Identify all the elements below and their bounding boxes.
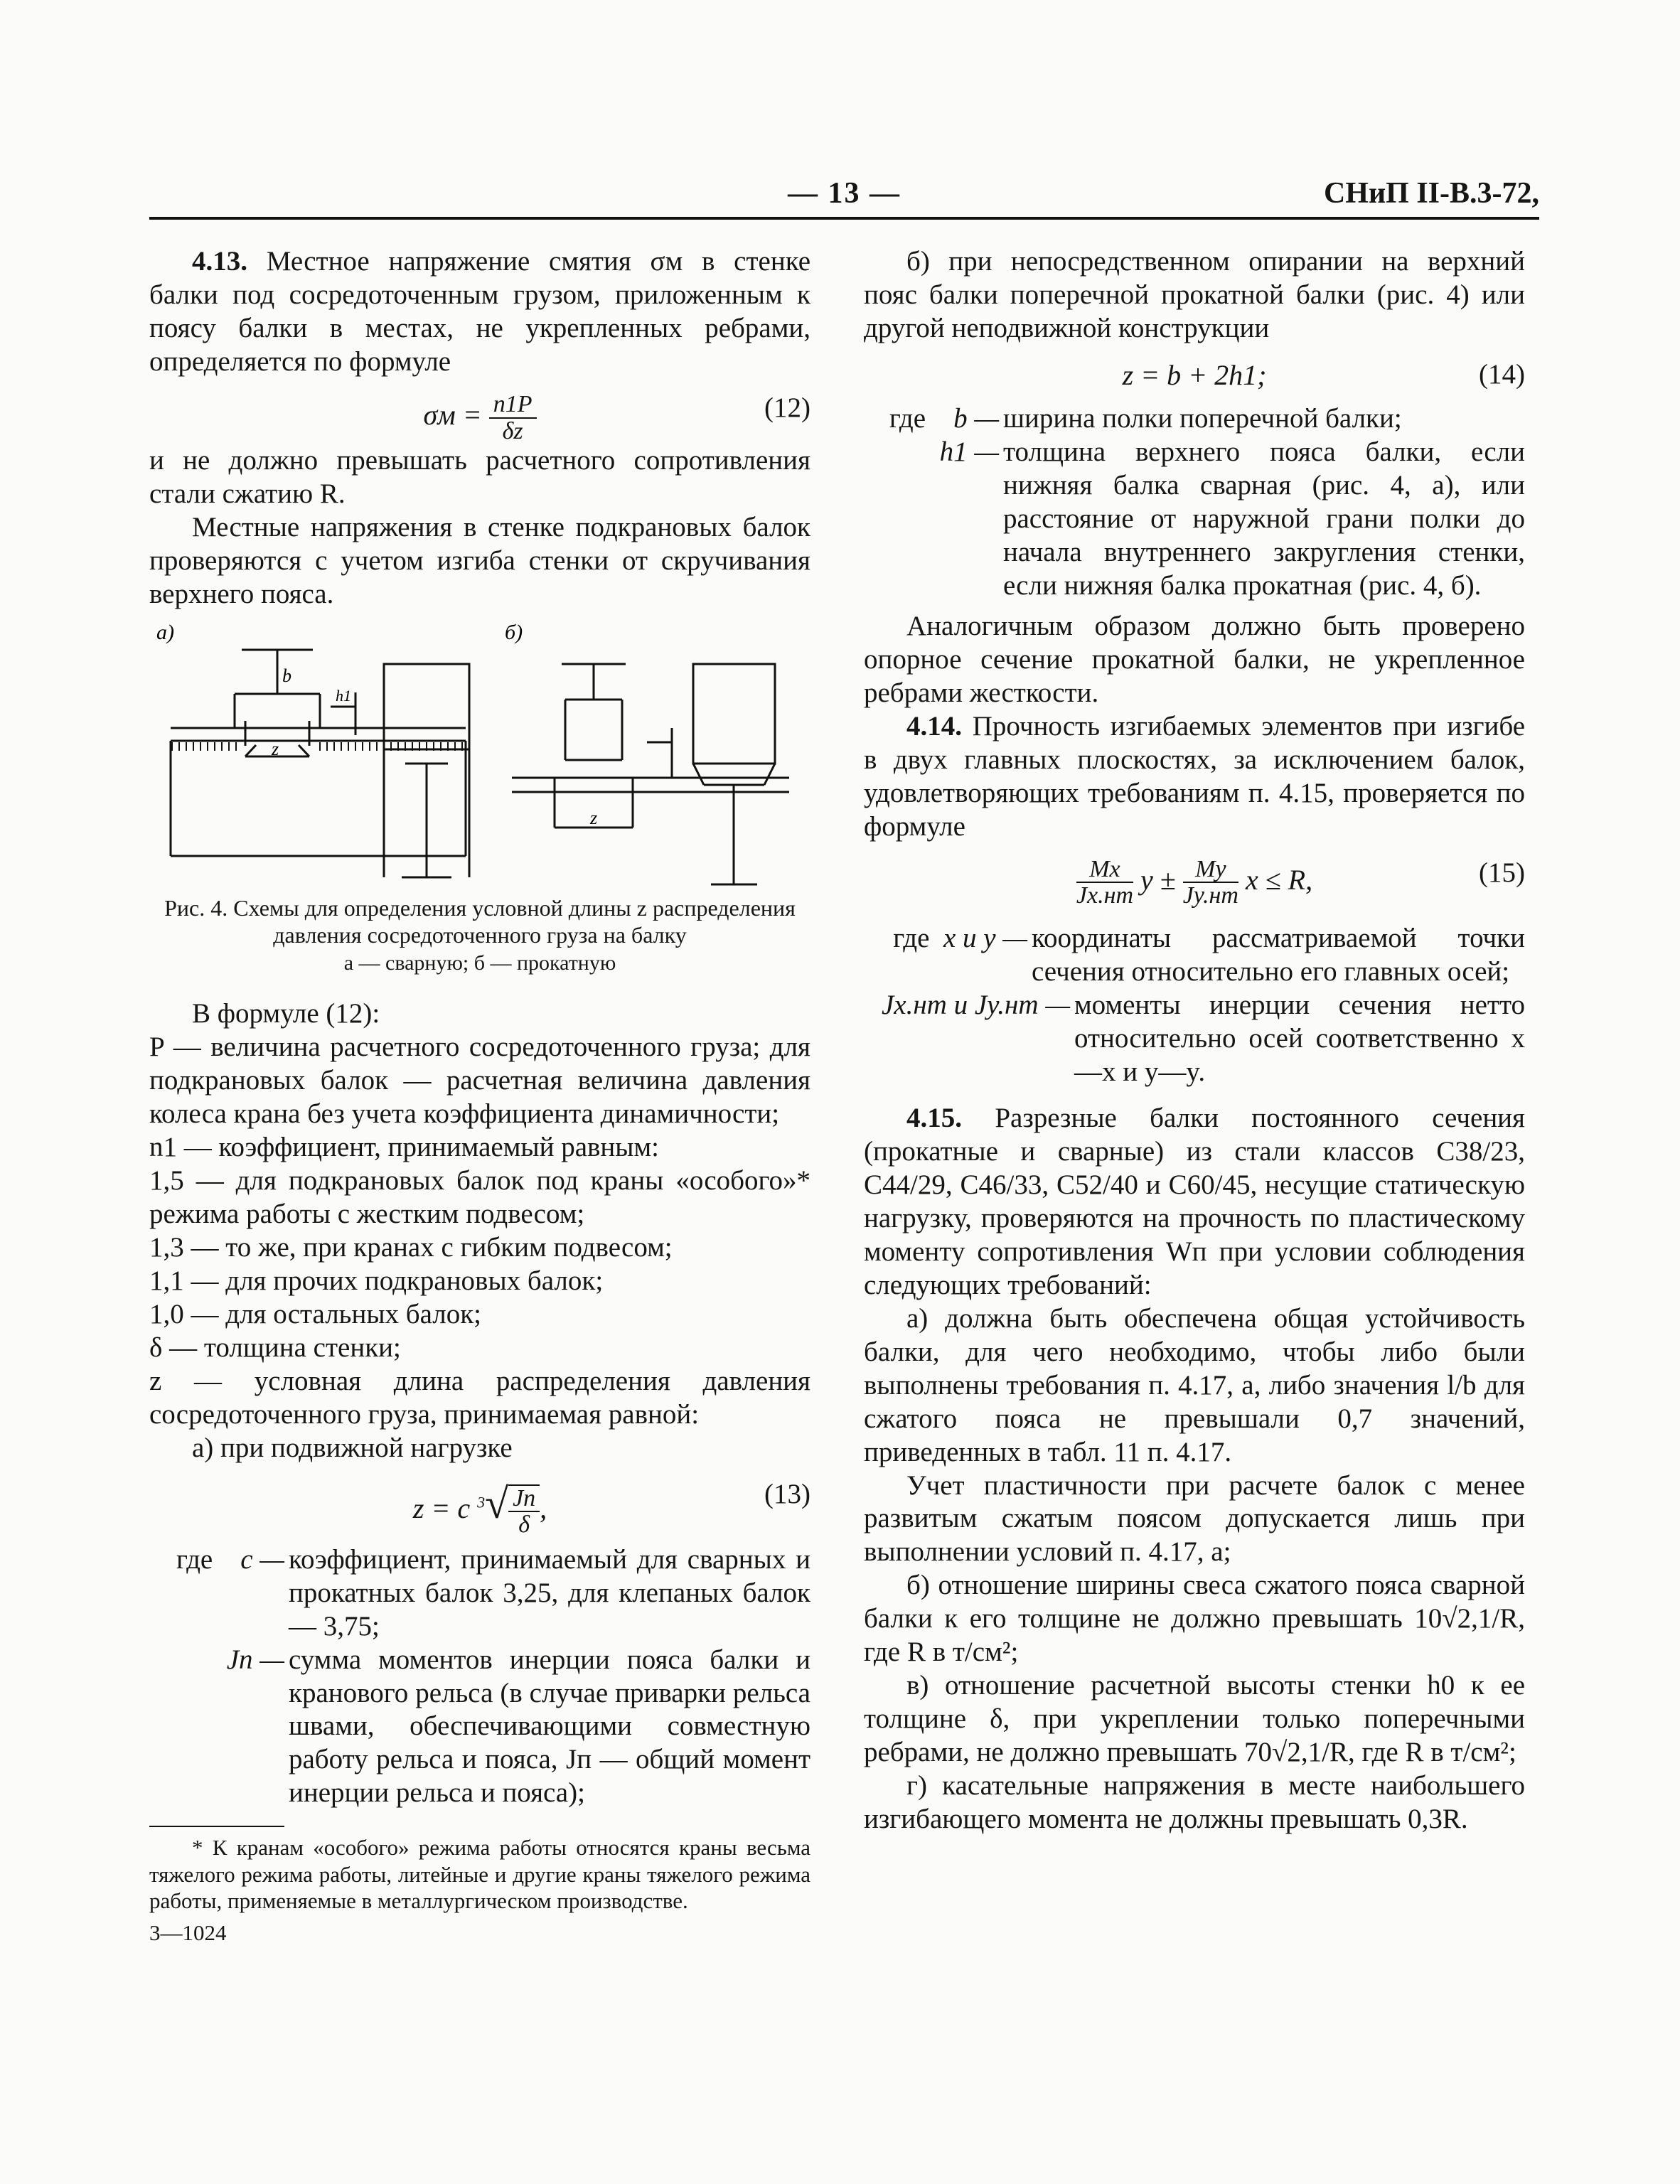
- flange-thickness-label: h1: [336, 686, 351, 705]
- formula-15-definitions: [864, 922, 1525, 1089]
- item-a: а) при подвижной нагрузке: [192, 1432, 513, 1463]
- right-column: [864, 245, 1525, 1836]
- definition-Jp: Jп — сумма моментов инерции пояса балки и кранового рельса (в случае приварки рельса швами, обеспечивающими совместную работу рельса и пояса, Jп — общий момент инерции рельса и пояса);: [226, 1644, 810, 1809]
- definition-b: где b — ширина полки поперечной балки;: [889, 402, 1402, 434]
- bearing-length-label-b: z: [590, 807, 598, 828]
- formula-number: (12): [764, 392, 810, 423]
- definition-n1: n1 — коэффициент, принимаемый равным:: [149, 1131, 660, 1162]
- formula-number: (14): [1479, 358, 1525, 390]
- figure-label-a: а): [156, 621, 174, 644]
- paragraph-text: и не должно превышать расчетного сопротивления стали сжатию R.: [149, 444, 810, 509]
- n1-value: 1,0 — для остальных балок;: [149, 1298, 482, 1329]
- formula-numerator: Jп: [508, 1486, 540, 1513]
- footnote-rule: [149, 1826, 284, 1827]
- definition-P: P — величина расчетного сосредоточенного груза; для подкрановых балок — расчетная величина давления колеса крана без учета коэффициента динамичности;: [149, 1031, 810, 1129]
- paragraph-text: Разрезные балки постоянного сечения (прокатные и сварные) из стали классов С38/23, С44/29, С46/33, С52/40 и С60/45, несущие статическую нагрузку, проверяются на прочность по пластическому моменту сопротивления Wп при условии соблюдения следующих требований:: [864, 1102, 1525, 1300]
- item-b: б) при непосредственном опирании на верхний пояс балки поперечной прокатной балки (рис. 4) или другой неподвижной конструкции: [864, 246, 1525, 343]
- formula-lhs: z = c: [412, 1492, 471, 1524]
- paragraph-plasticity: Учет пластичности при расчете балок с менее развитым сжатым поясом допускается лишь при выполнении условий п. 4.17, а;: [864, 1470, 1525, 1568]
- formula-13: z = c $^3$√ $\frac{Jп}{\delta}$ , (13): [412, 1478, 810, 1538]
- footnote: * К кранам «особого» режима работы относятся краны весьма тяжелого режима работы, литейные и другие краны тяжелого режима работы, применяемые в металлургическом производстве.: [149, 1835, 810, 1913]
- definition-z: z — условная длина распределения давления сосредоточенного груза, принимаемая равной:: [149, 1365, 810, 1430]
- print-order-number: 3—1024: [149, 1920, 227, 1945]
- figure-4: [149, 621, 810, 892]
- radical-sign: √: [485, 1479, 509, 1527]
- requirement-v: в) отношение расчетной высоты стенки h0 к ее толщине δ, при укреплении только поперечными ребрами, не должно превышать 70√2,1/R, где R в т/см²;: [864, 1670, 1525, 1768]
- definition-delta: δ — толщина стенки;: [149, 1332, 401, 1363]
- beam-schemes-diagram: [149, 621, 810, 892]
- page-number: — 13 —: [788, 177, 901, 210]
- definition-Jxy: Jx.нт и Jy.нт — моменты инерции сечения нетто относительно осей соответственно x—x и y—y.: [881, 989, 1525, 1087]
- formula-numerator: n1P: [489, 392, 537, 419]
- figure-caption-legend: а — сварную; б — прокатную: [343, 951, 616, 975]
- document-code: СНиП II-В.3-72,: [1323, 177, 1539, 210]
- paragraph-local-stress: Местные напряжения в стенке подкрановых балок проверяются с учетом изгиба стенки от скручивания верхнего пояса.: [149, 511, 810, 609]
- paragraph-analog: Аналогичным образом должно быть проверено опорное сечение прокатной балки, не укрепленное ребрами жесткости.: [864, 610, 1525, 708]
- formula-number: (13): [764, 1478, 810, 1509]
- bearing-length-label-a: z: [272, 738, 279, 759]
- n1-value: 1,1 — для прочих подкрановых балок;: [149, 1265, 604, 1296]
- formula-number: (15): [1479, 857, 1525, 888]
- document-page: [149, 167, 1539, 2087]
- section-number: 4.15.: [906, 1102, 962, 1133]
- definition-h1: h1 — толщина верхнего пояса балки, если нижняя балка сварная (рис. 4, а), или расстояние от наружной грани полки до начала внутреннего закругления стенки, если нижняя балка прокатная (рис. 4, б).: [939, 436, 1525, 601]
- paragraph-text: Местное напряжение смятия σм в стенке балки под сосредоточенным грузом, приложенным к поясу балки в местах, не укрепленных ребрами, определяется по формуле: [149, 246, 811, 377]
- formula-15: $\frac{Mx}{Jx.нт}$ y ± $\frac{My}{Jy.нт}$ x ≤ R, (15): [1076, 855, 1525, 909]
- requirement-b: б) отношение ширины свеса сжатого пояса сварной балки к его толщине не должно превышать 10√2,1/R, где R в т/см²;: [864, 1570, 1525, 1668]
- paragraph-4-13: [149, 245, 810, 379]
- requirement-a: а) должна быть обеспечена общая устойчивость балки, для чего необходимо, чтобы либо были выполнены требования п. 4.17, а, либо значения l/b для сжатого пояса не превышали 0,7 значений, приведенных в табл. 11 п. 4.17.: [864, 1302, 1525, 1467]
- section-number: 4.13.: [192, 246, 247, 277]
- formula-denominator: δz: [502, 417, 523, 444]
- formula-denominator: δ: [518, 1511, 530, 1538]
- formula-13-definitions: [149, 1543, 810, 1811]
- formula-lhs: σм =: [423, 398, 482, 431]
- formula-expression: z = b + 2h1;: [1122, 358, 1267, 391]
- definition-xy: где x и y — координаты рассматриваемой точки сечения относительно его главных осей;: [893, 922, 1525, 987]
- formula-12: [149, 382, 810, 444]
- formula-14-definitions: [864, 402, 1525, 603]
- paragraph-text: Прочность изгибаемых элементов при изгибе в двух главных плоскостях, за исключением балок, удовлетворяющих требованиям п. 4.15, проверяется по формуле: [864, 710, 1525, 842]
- flange-width-label: b: [282, 665, 291, 686]
- paragraph-4-14: [864, 710, 1525, 844]
- page-header: [149, 167, 1539, 214]
- section-number: 4.14.: [906, 710, 962, 742]
- left-column: [149, 245, 810, 1946]
- figure-caption: Рис. 4. Схемы для определения условной длины z распределения давления сосредоточенного груза на балку: [164, 894, 796, 948]
- n1-value: 1,3 — то же, при кранах с гибким подвесом;: [149, 1231, 673, 1263]
- root-index: 3: [477, 1493, 486, 1511]
- formula-legend-intro: В формуле (12):: [192, 997, 380, 1029]
- requirement-g: г) касательные напряжения в месте наибольшего изгибающего момента не должны превышать 0,3R.: [864, 1770, 1525, 1835]
- definition-c: где c — коэффициент, принимаемый для сварных и прокатных балок 3,25, для клепаных балок — 3,75;: [176, 1543, 810, 1642]
- header-rule: [149, 217, 1539, 220]
- figure-label-b: б): [505, 621, 523, 644]
- n1-value: 1,5 — для подкрановых балок под краны «особого»* режима работы с жестким подвесом;: [149, 1165, 810, 1229]
- paragraph-4-15: [864, 1102, 1525, 1302]
- formula-14: [864, 348, 1525, 398]
